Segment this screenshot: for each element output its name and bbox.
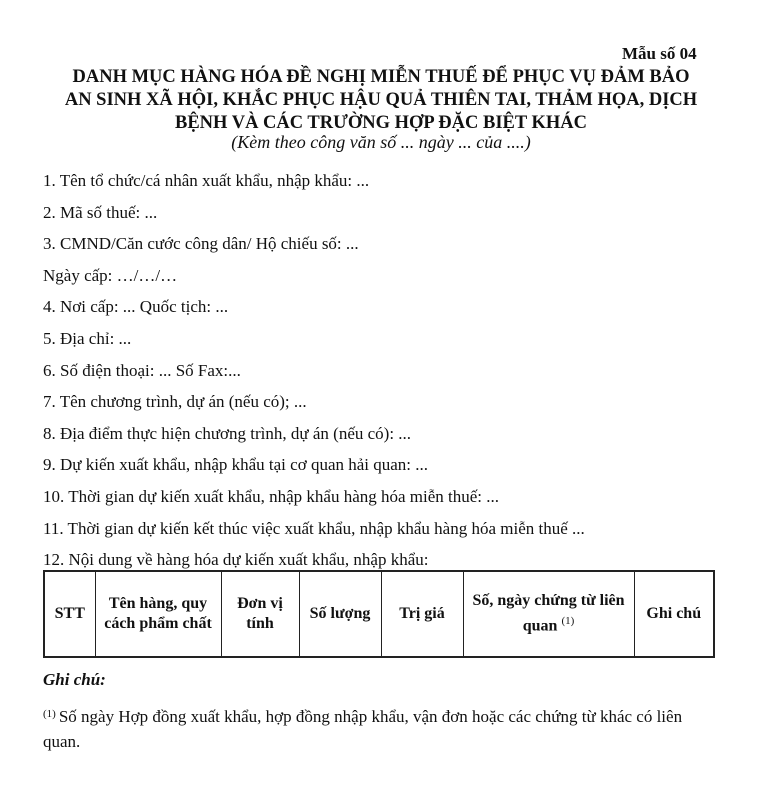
field-id-number: 3. CMND/Căn cước công dân/ Hộ chiếu số: ... [43, 234, 359, 254]
col-documents-note-ref: (1) [561, 615, 575, 628]
field-goods-content: 12. Nội dung về hàng hóa dự kiến xuất khẩu, nhập khẩu: [43, 550, 429, 570]
field-program-name: 7. Tên chương trình, dự án (nếu có); ... [43, 392, 307, 412]
field-issue-place-nationality: 4. Nơi cấp: ... Quốc tịch: ... [43, 297, 229, 317]
col-remarks: Ghi chú [634, 571, 714, 657]
field-expected-end-time: 11. Thời gian dự kiến kết thúc việc xuất khẩu, nhập khẩu hàng hóa miễn thuế ... [43, 518, 585, 538]
col-stt: STT [44, 571, 95, 657]
title-line-2: AN SINH XÃ HỘI, KHẮC PHỤC HẬU QUẢ THIÊN TAI, THẢM HỌA, DỊCH [64, 90, 698, 110]
col-goods-name: Tên hàng, quy cách phẩm chất [95, 571, 221, 657]
notes-text [43, 702, 723, 754]
field-customs-office: 9. Dự kiến xuất khẩu, nhập khẩu tại cơ quan hải quan: ... [43, 455, 429, 475]
title-line-1: DANH MỤC HÀNG HÓA ĐỀ NGHỊ MIỄN THUẾ ĐỂ PHỤC VỤ ĐẢM BẢO [72, 67, 690, 87]
col-value: Trị giá [381, 571, 463, 657]
field-tax-code: 2. Mã số thuế: ... [43, 202, 158, 222]
form-fields [43, 170, 733, 581]
document-subtitle: (Kèm theo công văn số ... ngày ... của ....) [231, 132, 531, 152]
title-line-3: BỆNH VÀ CÁC TRƯỜNG HỢP ĐẶC BIỆT KHÁC [174, 113, 588, 133]
goods-table [43, 570, 715, 658]
note-body: Số ngày Hợp đồng xuất khẩu, hợp đồng nhập khẩu, vận đơn hoặc các chứng từ khác có liên quan. [43, 707, 683, 751]
field-address: 5. Địa chỉ: ... [43, 328, 132, 348]
col-unit: Đơn vị tính [221, 571, 299, 657]
document-title [30, 66, 732, 135]
col-quantity: Số lượng [299, 571, 381, 657]
note-ref: (1) [43, 708, 56, 720]
col-documents [463, 571, 634, 657]
notes-label: Ghi chú: [43, 670, 106, 689]
table-header-row [44, 571, 714, 657]
field-phone-fax: 6. Số điện thoại: ... Số Fax:... [43, 360, 241, 380]
field-program-location: 8. Địa điểm thực hiện chương trình, dự án (nếu có): ... [43, 423, 412, 443]
field-expected-time: 10. Thời gian dự kiến xuất khẩu, nhập khẩu hàng hóa miễn thuế: ... [43, 486, 500, 506]
form-number: Mẫu số 04 [622, 44, 697, 63]
col-documents-label: Số, ngày chứng từ liên quan [472, 592, 625, 635]
field-exporter-name: 1. Tên tổ chức/cá nhân xuất khẩu, nhập khẩu: ... [43, 171, 370, 190]
field-issue-date: Ngày cấp: …/…/… [43, 265, 178, 285]
